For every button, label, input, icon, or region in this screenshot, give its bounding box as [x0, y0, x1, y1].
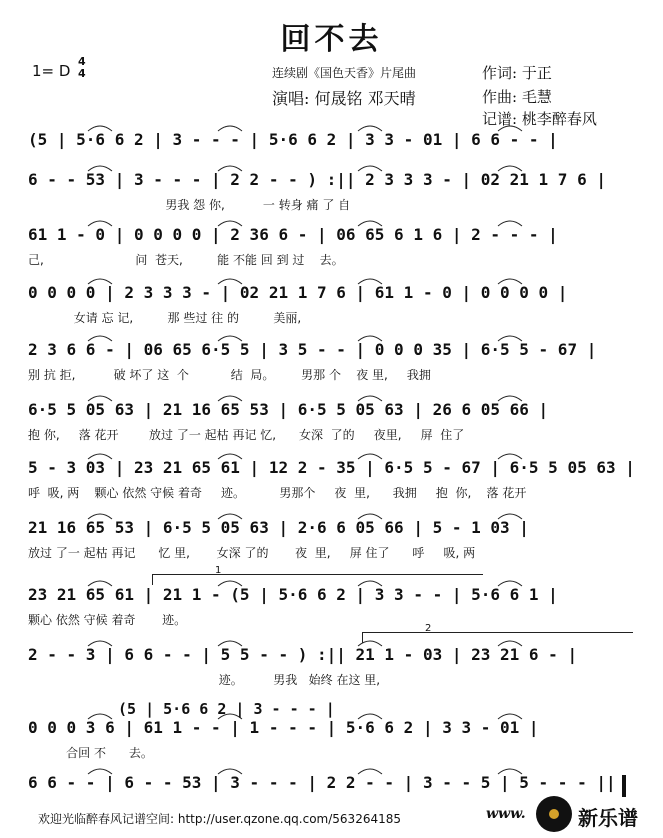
lyric-line: 别 抗 拒, 破 坏了 这 个 结 局。 男那 个 夜 里, 我拥 [28, 368, 431, 382]
lyric-line: 呼 吸, 两 颗心 依然 守候 着奇 迹。 男那个 夜 里, 我拥 抱 你, 落 花开 [28, 486, 527, 500]
slur-arc [498, 279, 522, 284]
slur-arc [498, 221, 522, 226]
slur-arc [498, 581, 522, 586]
volta-1-label: 1 [215, 565, 222, 576]
notation-line: 6 6 - - | 6 - - 53 | 3 - - - | 2 2 - - | 3 - - 5 | 5 - - - || [28, 773, 616, 792]
slur-arc [88, 581, 112, 586]
slur-arc [88, 126, 112, 131]
slur-arc [218, 396, 242, 401]
slur-arc [218, 454, 242, 459]
slur-marks [28, 330, 638, 342]
slur-arc [498, 166, 522, 171]
slur-arc [218, 514, 242, 519]
slur-arc [88, 714, 112, 719]
slur-arc [218, 166, 242, 171]
slur-arc [358, 769, 382, 774]
logo-disc-icon [536, 796, 572, 832]
slur-marks [28, 763, 638, 775]
slur-arc [88, 396, 112, 401]
composer-credit: 作曲: 毛慧 [482, 88, 552, 106]
slur-arc [498, 454, 522, 459]
lyric-line: 女请 忘 记, 那 些过 往 的 美丽, [28, 311, 302, 325]
subtitle: 连续剧《国色天香》片尾曲 [272, 66, 417, 80]
slur-marks [28, 160, 638, 172]
slur-marks [28, 120, 638, 132]
slur-arc [358, 221, 382, 226]
notation-line: 6·5 5 05 63 | 21 16 65 53 | 6·5 5 05 63 | 26 6 05 66 | [28, 400, 549, 419]
final-barline [622, 775, 626, 797]
volta-2-bracket [362, 623, 633, 643]
lyric-line: 抱 你, 落 花开 放过 了一 起枯 再记 忆, 女深 了的 夜里, 屏 住了 [28, 428, 465, 442]
notation-line: 2 3 6 6 - | 06 65 6·5 5 | 3 5 - - | 0 0 0 35 | 6·5 5 - 67 | [28, 340, 597, 359]
notation-line: 6 - - 53 | 3 - - - | 2 2 - - ) :|| 2 3 3 3 - | 02 21 1 7 6 | [28, 170, 606, 189]
notation-line: 2 - - 3 | 6 6 - - | 5 5 - - ) :|| 21 1 - 03 | 23 21 6 - | [28, 645, 578, 664]
volta-1-bracket [152, 565, 483, 585]
lyric-line: 合回 不 去。 [28, 746, 153, 760]
notation-line: 0 0 0 3 6 | 61 1 - - | 1 - - - | 5·6 6 2 | 3 3 - 01 | [28, 718, 539, 737]
slur-arc [498, 714, 522, 719]
slur-arc [358, 166, 382, 171]
slur-arc [498, 514, 522, 519]
slur-arc [88, 221, 112, 226]
intro-overlay: (5 | 5·6 6 2 | 3 - - - | [118, 700, 335, 718]
slur-marks [28, 448, 638, 460]
slur-arc [88, 454, 112, 459]
time-signature [78, 56, 86, 80]
song-title: 回不去 [280, 22, 383, 57]
watermark-text: www. [486, 806, 526, 822]
slur-arc [88, 514, 112, 519]
slur-arc [218, 126, 242, 131]
notation-line: 61 1 - 0 | 0 0 0 0 | 2 36 6 - | 06 65 6 1 6 | 2 - - - | [28, 225, 558, 244]
notation-line: 5 - 3 03 | 23 21 65 61 | 12 2 - 35 | 6·5 5 - 67 | 6·5 5 05 63 | [28, 458, 635, 477]
slur-arc [358, 714, 382, 719]
slur-arc [358, 126, 382, 131]
lyricist-credit: 作词: 于正 [482, 64, 552, 82]
slur-arc [88, 641, 112, 646]
slur-marks [28, 273, 638, 285]
slur-arc [218, 336, 242, 341]
slur-arc [358, 336, 382, 341]
slur-arc [218, 641, 242, 646]
slur-arc [218, 221, 242, 226]
slur-marks [28, 390, 638, 402]
notation-line: 0 0 0 0 | 2 3 3 3 - | 02 21 1 7 6 | 61 1 - 0 | 0 0 0 0 | [28, 283, 568, 302]
lyric-line: 己, 问 苍天, 能 不能 回 到 过 去。 [28, 253, 344, 267]
notation-line: 23 21 65 61 | 21 1 - (5 | 5·6 6 2 | 3 3 - - | 5·6 6 1 | [28, 585, 558, 604]
slur-arc [498, 396, 522, 401]
slur-arc [498, 769, 522, 774]
meter-bottom: 4 [78, 67, 86, 80]
slur-marks [28, 508, 638, 520]
lyric-line: 颗心 依然 守候 着奇 迹。 [28, 613, 187, 627]
slur-arc [358, 454, 382, 459]
slur-arc [498, 336, 522, 341]
meter-top: 4 [78, 55, 86, 68]
logo-text: 新乐谱 [578, 806, 638, 830]
transcriber-credit: 记谱: 桃李醉春风 [482, 110, 597, 128]
slur-arc [88, 279, 112, 284]
lyric-line: 男我 怨 你, 一 转身 痛 了 自 [28, 198, 351, 212]
slur-arc [218, 769, 242, 774]
slur-arc [358, 514, 382, 519]
key-signature: 1= D [32, 62, 71, 80]
slur-arc [88, 769, 112, 774]
slur-arc [88, 336, 112, 341]
slur-arc [358, 279, 382, 284]
slur-arc [358, 396, 382, 401]
slur-arc [218, 279, 242, 284]
lyric-line: 迹。 男我 始终 在这 里, [28, 673, 381, 687]
slur-marks [28, 215, 638, 227]
slur-arc [88, 166, 112, 171]
notation-line: 21 16 65 53 | 6·5 5 05 63 | 2·6 6 05 66 | 5 - 1 03 | [28, 518, 529, 537]
notation-line: (5 | 5·6 6 2 | 3 - - - | 5·6 6 2 | 3 3 - 01 | 6 6 - - | [28, 130, 558, 149]
footer-text: 欢迎光临醉春风记谱空间: http://user.qzone.qq.com/563264185 [38, 812, 402, 826]
performers: 演唱: 何晟铭 邓天晴 [272, 89, 416, 108]
slur-arc [498, 126, 522, 131]
lyric-line: 放过 了一 起枯 再记 忆 里, 女深 了的 夜 里, 屏 住了 呼 吸, 两 [28, 546, 476, 560]
volta-2-label: 2 [425, 623, 432, 634]
